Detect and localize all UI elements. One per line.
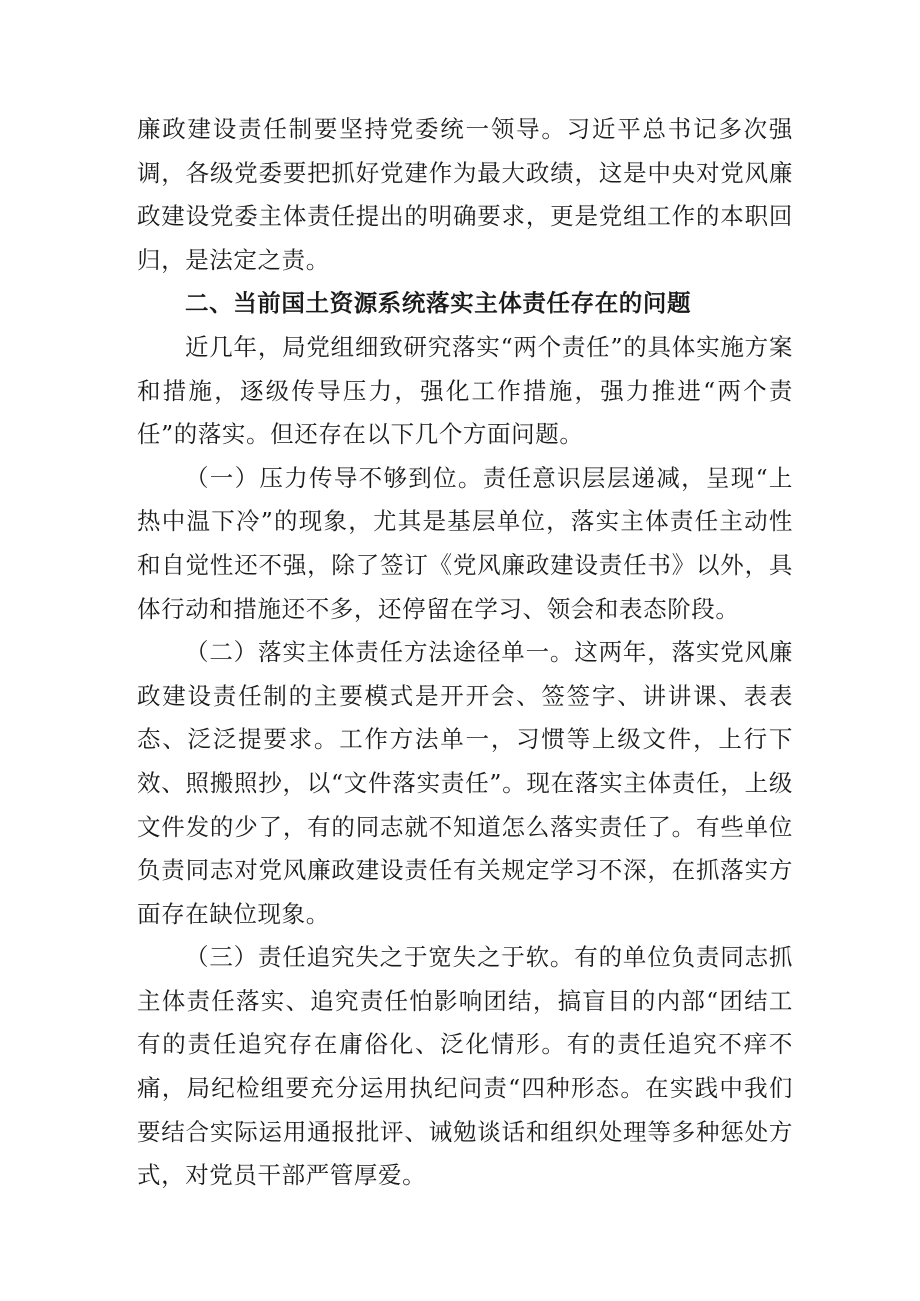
paragraph-intro: 近几年，局党组细致研究落实“两个责任”的具体实施方案和措施，逐级传导压力，强化工作措施，强力推进“两个责任”的落实。但还存在以下几个方面问题。 bbox=[137, 332, 793, 449]
paragraph-item-2: （二）落实主体责任方法途径单一。这两年，落实党风廉政建设责任制的主要模式是开开会、签签字、讲讲课、表表态、泛泛提要求。工作方法单一，习惯等上级文件，上行下效、照搬照抄，以“文件落实责任”。现在落实主体责任，上级文件发的少了，有的同志就不知道怎么落实责任了。有些单位负责同志对党风廉政建设责任有关规定学习不深，在抓落实方面存在缺位现象。 bbox=[137, 638, 793, 928]
section-heading: 二、当前国土资源系统落实主体责任存在的问题 bbox=[185, 289, 692, 318]
paragraph-continuation: 廉政建设责任制要坚持党委统一领导。习近平总书记多次强调，各级党委要把抓好党建作为最大政绩，这是中央对党风廉政建设党委主体责任提出的明确要求，更是党组工作的本职回归，是法定之责。 bbox=[137, 115, 793, 274]
paragraph-item-3: （三）责任追究失之于宽失之于软。有的单位负责同志抓主体责任落实、追究责任怕影响团结，搞盲目的内部“团结工有的责任追究存在庸俗化、泛化情形。有的责任追究不痒不痛，局纪检组要充分运用执纪问责“四种形态。在实践中我们要结合实际运用通报批评、诫勉谈话和组织处理等多种惩处方式，对党员干部严管厚爱。 bbox=[137, 943, 793, 1190]
paragraph-item-1: （一）压力传导不够到位。责任意识层层递减，呈现“上热中温下冷”的现象，尤其是基层单位，落实主体责任主动性和自觉性还不强，除了签订《党风廉政建设责任书》以外，具体行动和措施还不多，还停留在学习、领会和表态阶段。 bbox=[137, 463, 793, 623]
document-page bbox=[137, 108, 793, 1198]
